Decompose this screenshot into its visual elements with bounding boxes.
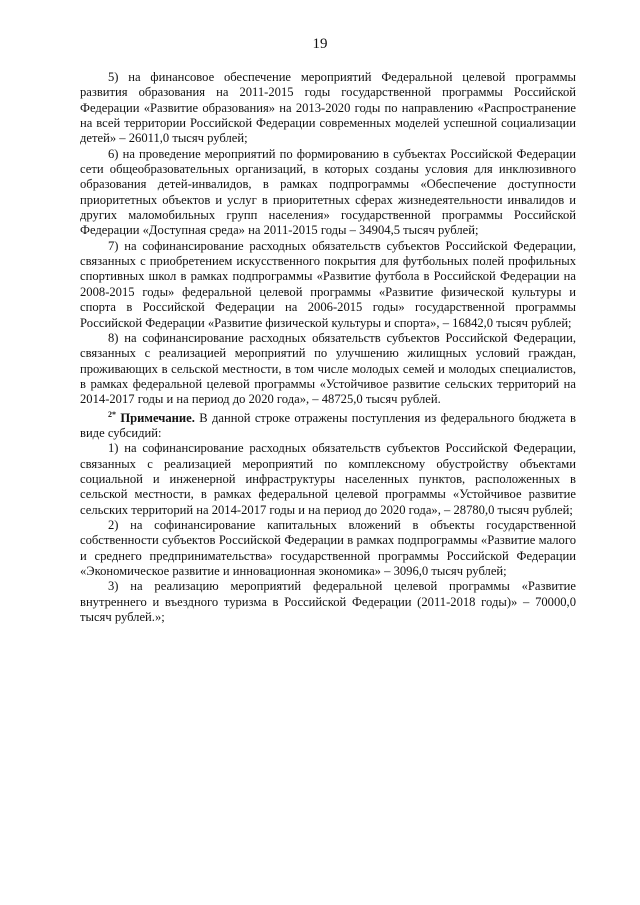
paragraph-7: 7) на софинансирование расходных обязательств субъектов Российской Федерации, связанных с приобретением искусственного покрытия для футбольных полей профильных спортивных школ в рамках подпрограммы «Развитие футбола в Российской Федерации на 2008-2015 годы» федеральной целевой программы «Развитие физической культуры и спорта в Российской Федерации на 2006-2015 годы» государственной программы Российской Федерации «Развитие физической культуры и спорта», – 16842,0 тысяч рублей;: [80, 238, 576, 330]
note-label: Примечание.: [120, 410, 195, 425]
paragraph-5: 5) на финансовое обеспечение мероприятий Федеральной целевой программы развития образования на 2011-2015 годы государственной программы Российской Федерации «Развитие образования» на 2013-2020 годы по направлению «Распространение на всей территории Российской Федерации современных моделей успешной социализации детей» – 26011,0 тысяч рублей;: [80, 70, 576, 146]
paragraph-6: 6) на проведение мероприятий по формированию в субъектах Российской Федерации сети общеобразовательных организаций, в которых созданы условия для инклюзивного образования детей-инвалидов, в рамках подпрограммы «Обеспечение доступности приоритетных объектов и услуг в приоритетных сферах жизнедеятельности инвалидов и других маломобильных групп населения» государственной программы Российской Федерации «Доступная среда» на 2011-2015 годы – 34904,5 тысяч рублей;: [80, 146, 576, 238]
page-number: 19: [312, 36, 328, 52]
note-marker: 2*: [108, 409, 116, 419]
document-body: [80, 70, 576, 625]
note-intro: В данной строке отражены поступления из федерального бюджета в виде субсидий:: [80, 410, 576, 440]
note-item-1: 1) на софинансирование расходных обязательств субъектов Российской Федерации, связанных с реализацией мероприятий по комплексному обустройству объектами социальной и инженерной инфраструктуры населенных пунктов, расположенных в сельской местности, в рамках федеральной целевой программы «Устойчивое развитие сельских территорий на 2014-2017 годы и на период до 2020 года», – 28780,0 тысяч рублей;: [80, 441, 576, 517]
note-paragraph: [80, 411, 576, 442]
paragraph-8: 8) на софинансирование расходных обязательств субъектов Российской Федерации, связанных с реализацией мероприятий по улучшению жилищных условий граждан, проживающих в сельской местности, в том числе молодых семей и молодых специалистов, в рамках федеральной целевой программы «Устойчивое развитие сельских территорий на 2014-2017 годы и на период до 2020 года», – 48725,0 тысяч рублей.: [80, 330, 576, 407]
note-item-3: 3) на реализацию мероприятий федеральной целевой программы «Развитие внутреннего и въездного туризма в Российской Федерации (2011-2018 годы)» – 70000,0 тысяч рублей.»;: [80, 579, 576, 625]
note-item-2: 2) на софинансирование капитальных вложений в объекты государственной собственности субъектов Российской Федерации в рамках подпрограммы «Развитие малого и среднего предпринимательства» государственной программы Российской Федерации «Экономическое развитие и инновационная экономика» – 3096,0 тысяч рублей;: [80, 517, 576, 578]
